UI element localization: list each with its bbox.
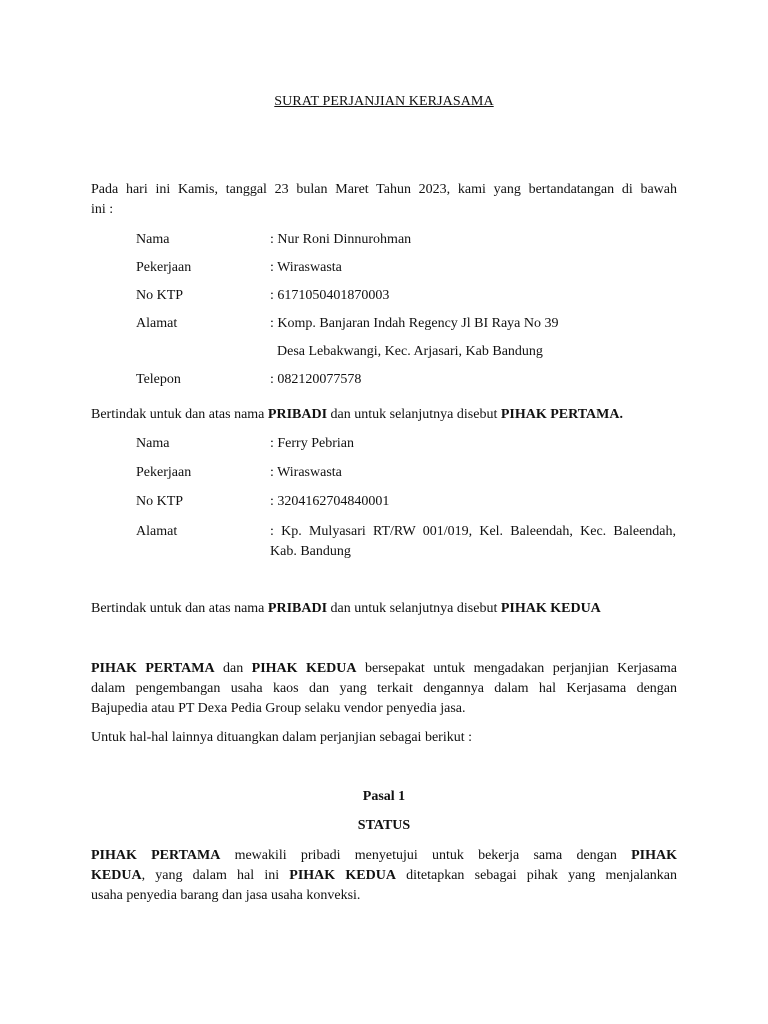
intro-paragraph (91, 180, 677, 220)
pasal-1-line-2 (91, 866, 677, 886)
pasal-1-bold-pihak-kedua: PIHAK KEDUA (289, 868, 396, 883)
pasal-1-line-1 (91, 846, 677, 866)
party1-alamat-value-line2: Desa Lebakwangi, Kec. Arjasari, Kab Bandung (277, 344, 543, 359)
party2-statement-bold-pihak: PIHAK KEDUA (500, 601, 601, 616)
party2-ktp-value: : 3204162704840001 (270, 494, 390, 509)
party1-pekerjaan-value: : Wiraswasta (270, 260, 342, 275)
agreement-paragraph (91, 659, 677, 719)
party2-pekerjaan-label: Pekerjaan (136, 465, 192, 480)
party1-ktp-value: : 6171050401870003 (270, 288, 390, 303)
party2-pekerjaan-value: : Wiraswasta (270, 465, 342, 480)
agreement-line-2: dalam pengembangan usaha kaos dan yang terkait dengannya dalam hal Kerjasama dengan (91, 681, 677, 696)
party1-statement-middle: dan untuk selanjutnya disebut (327, 407, 501, 422)
pasal-1-line-3: usaha penyedia barang dan jasa usaha konveksi. (91, 888, 361, 903)
party1-alamat-row (136, 314, 696, 334)
party2-statement-middle: dan untuk selanjutnya disebut (327, 601, 501, 616)
party2-ktp-label: No KTP (136, 494, 184, 509)
party2-alamat-value (270, 522, 676, 562)
party1-telepon-row (136, 370, 696, 390)
pasal-1-paragraph (91, 846, 677, 906)
party1-telepon-value: : 082120077578 (270, 372, 362, 387)
party1-pekerjaan-label: Pekerjaan (136, 260, 192, 275)
party1-statement-prefix: Bertindak untuk dan atas nama (91, 407, 268, 422)
party1-ktp-row (136, 286, 696, 306)
agreement-bold-pihak-pertama: PIHAK PERTAMA (91, 661, 215, 676)
pasal-1-subheading: STATUS (357, 818, 411, 833)
party2-nama-row (136, 434, 696, 454)
party2-statement (91, 599, 677, 619)
pasal-1-bold-pihak: PIHAK (631, 848, 678, 863)
agreement-bold-pihak-kedua: PIHAK KEDUA (251, 661, 357, 676)
party2-nama-value: : Ferry Pebrian (270, 436, 354, 451)
party1-nama-label: Nama (136, 232, 170, 247)
pasal-1-bold-pihak-pertama: PIHAK PERTAMA (91, 848, 221, 863)
party1-statement (91, 405, 677, 425)
party1-alamat-continuation-row (136, 342, 696, 362)
party1-ktp-label: No KTP (136, 288, 184, 303)
pasal-1-heading: Pasal 1 (362, 789, 406, 804)
party1-alamat-value-line1: : Komp. Banjaran Indah Regency Jl BI Raya No 39 (270, 316, 559, 331)
party2-pekerjaan-row (136, 463, 696, 483)
party2-statement-prefix: Bertindak untuk dan atas nama (91, 601, 268, 616)
party2-alamat-value-line1: : Kp. Mulyasari RT/RW 001/019, Kel. Baleendah, Kec. Baleendah, (270, 524, 676, 539)
agreement-line-3: Bajupedia atau PT Dexa Pedia Group selaku vendor penyedia jasa. (91, 701, 466, 716)
other-matters-text: Untuk hal-hal lainnya dituangkan dalam perjanjian sebagai berikut : (91, 730, 472, 745)
party2-alamat-row (136, 522, 696, 562)
intro-line-1: Pada hari ini Kamis, tanggal 23 bulan Maret Tahun 2023, kami yang bertandatangan di bawah (91, 182, 677, 197)
party2-statement-bold-pribadi: PRIBADI (267, 601, 328, 616)
agreement-text-rest: bersepakat untuk mengadakan perjanjian Kerjasama (356, 661, 677, 676)
party1-statement-bold-pribadi: PRIBADI (267, 407, 328, 422)
party2-alamat-value-line2: Kab. Bandung (270, 544, 351, 559)
party1-nama-value: : Nur Roni Dinnurohman (270, 232, 412, 247)
agreement-line-1 (91, 659, 677, 679)
party1-nama-row (136, 230, 696, 250)
party1-telepon-label: Telepon (136, 372, 181, 387)
pasal-1-text-1: mewakili pribadi menyetujui untuk bekerja sama dengan (220, 848, 632, 863)
party1-pekerjaan-row (136, 258, 696, 278)
document-title: SURAT PERJANJIAN KERJASAMA (274, 94, 494, 109)
party2-alamat-label: Alamat (136, 524, 178, 539)
party2-ktp-row (136, 492, 696, 512)
pasal-1-text-2: , yang dalam hal ini (141, 868, 290, 883)
agreement-text-dan: dan (214, 661, 252, 676)
party1-statement-bold-pihak: PIHAK PERTAMA. (500, 407, 623, 422)
pasal-1-bold-kedua: KEDUA (91, 868, 142, 883)
party1-alamat-label: Alamat (136, 316, 178, 331)
intro-line-2: ini : (91, 202, 114, 217)
party2-nama-label: Nama (136, 436, 170, 451)
pasal-1-text-3: ditetapkan sebagai pihak yang menjalankan (395, 868, 677, 883)
